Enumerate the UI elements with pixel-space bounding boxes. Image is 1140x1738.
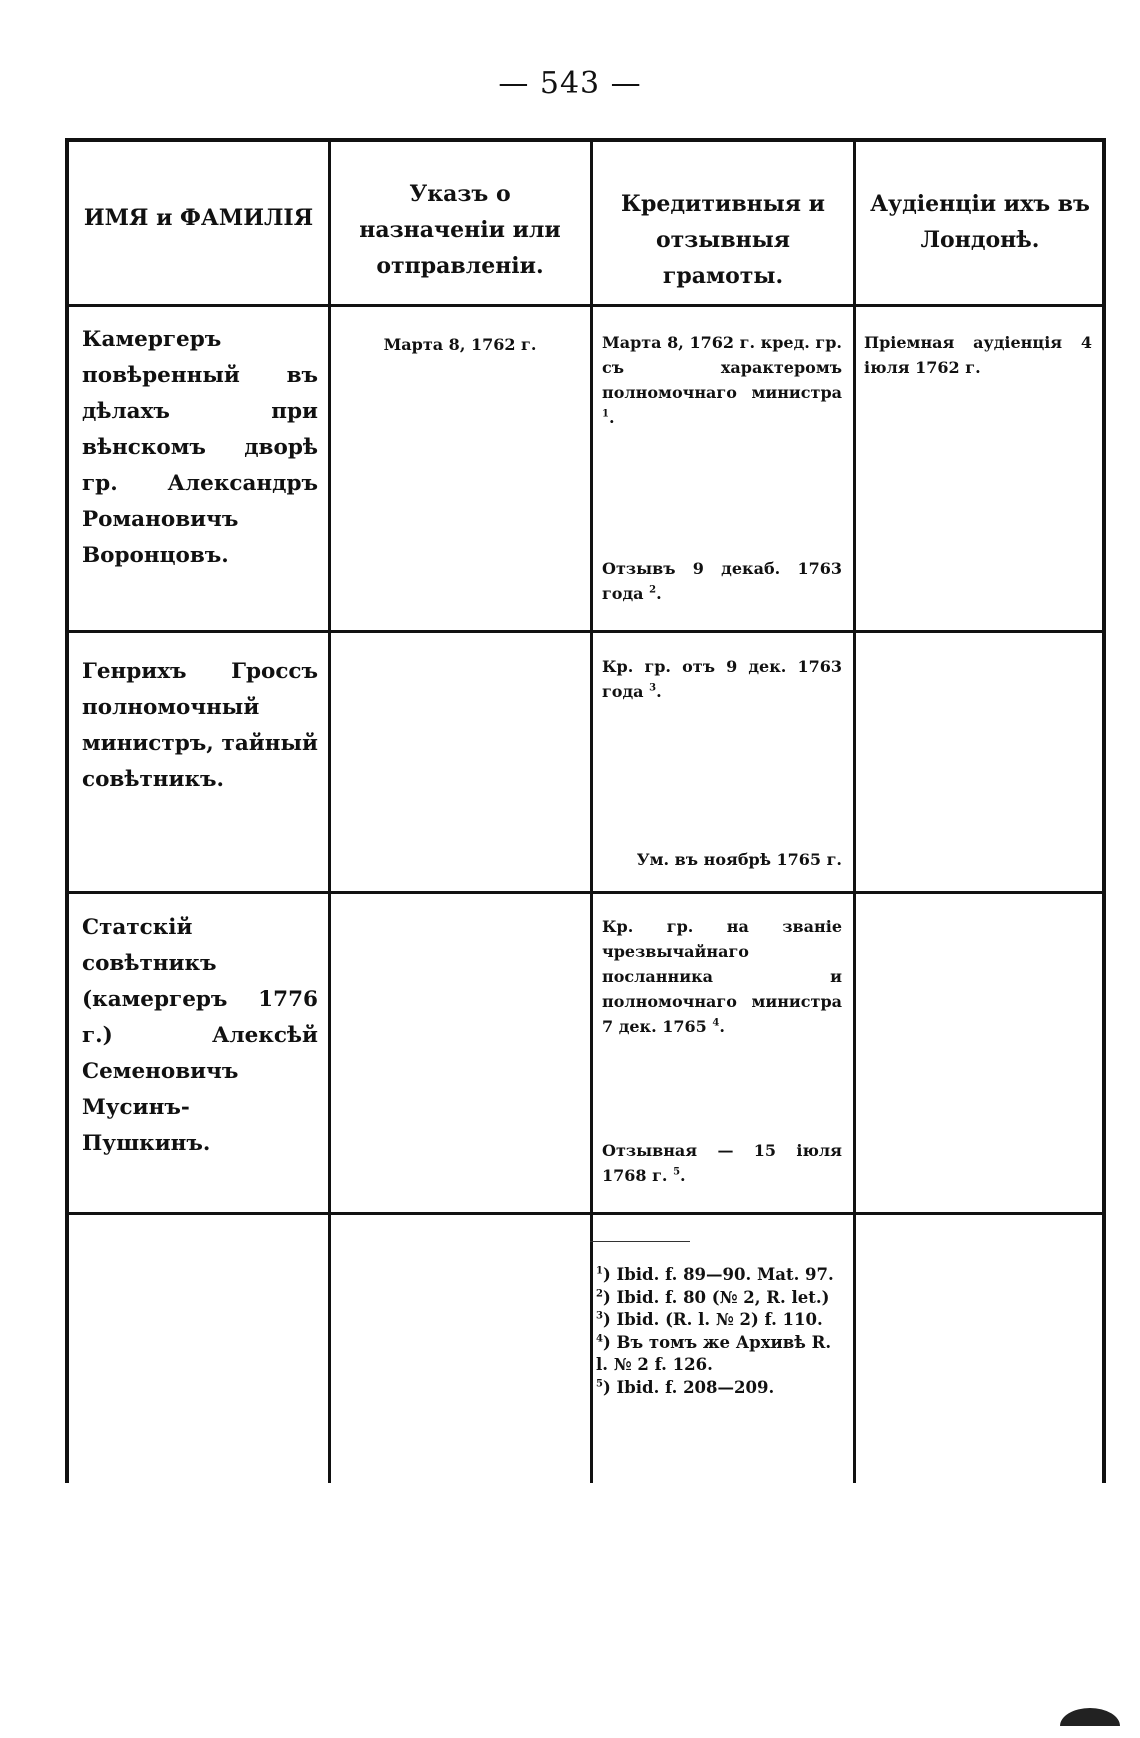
footnote: $^5$) Ibid. f. 208—209. <box>596 1377 775 1397</box>
footnote-text: Въ томъ же Архивѣ R. l. № 2 f. 126. <box>596 1332 832 1374</box>
row-3-credentials-note: 4 <box>712 1017 720 1029</box>
footnote: $^3$) Ibid. (R. l. № 2) f. 110. <box>596 1310 823 1329</box>
row-1-credentials: Марта 8, 1762 г. кред. гр. съ характеромъ полномочнаго министра $^1$. <box>602 333 842 427</box>
footnote-mark: 4 <box>596 1333 603 1344</box>
row-3-bottom-rule <box>65 1212 1106 1215</box>
footnote: $^2$) Ibid. f. 80 (№ 2, R. let.) <box>596 1287 830 1307</box>
footnote-text: Ibid. (R. l. № 2) f. 110. <box>616 1310 823 1329</box>
row-1-name: Камергеръ повѣренный въ дѣлахъ при вѣнскомъ дворѣ гр. Александръ Романовичъ Воронцовъ. <box>82 327 318 568</box>
row-3-name: Статскiй совѣтникъ (камергеръ 1776 г.) Алексѣй Семеновичъ Мусинъ-Пушкинъ. <box>82 915 318 1156</box>
row-1-recall-text: Отзывъ 9 декаб. 1763 года <box>602 559 842 603</box>
footnote-mark: 2 <box>596 1288 603 1299</box>
row-1-audience: Прiемная аудiенцiя 4 iюля 1762 г. <box>864 333 1092 377</box>
row-3-recall: Отзывная — 15 iюля 1768 г. $^5$. <box>602 1141 842 1185</box>
footnote-text: Ibid. f. 80 (№ 2, R. let.) <box>616 1287 830 1307</box>
table-divider-3 <box>853 138 856 1483</box>
page-end-ornament <box>1060 1708 1120 1726</box>
footnote: $^4$) Въ томъ же Архивѣ R. l. № 2 f. 126. <box>596 1332 832 1374</box>
footnotes <box>596 1264 842 1399</box>
header-credentials: Кредитивныя и отзывныя грамоты. <box>621 191 825 289</box>
footnote-text: Ibid. f. 208—209. <box>616 1377 775 1397</box>
footnote-mark: 5 <box>596 1378 603 1389</box>
header-audiences: Аудiенцiи ихъ въ Лондонѣ. <box>870 191 1090 253</box>
table-divider-1 <box>328 138 331 1483</box>
footnote-text: Ibid. f. 89—90. Mat. 97. <box>616 1265 834 1284</box>
footnote-separator <box>590 1241 690 1242</box>
table-right-rule <box>1102 138 1106 1483</box>
row-1-decree: Марта 8, 1762 г. <box>383 335 537 354</box>
row-1-recall: Отзывъ 9 декаб. 1763 года $^2$. <box>602 559 842 603</box>
row-2-credentials-text: Кр. гр. отъ 9 дек. 1763 года <box>602 657 842 701</box>
footnote-mark: 1 <box>596 1265 603 1277</box>
table-left-rule <box>65 138 69 1483</box>
row-3-credentials: Кр. гр. на званiе чрезвычайнаго посланника и полномочнаго министра 7 дек. 1765 $^4$. <box>602 917 842 1036</box>
row-2-credentials: Кр. гр. отъ 9 дек. 1763 года $^3$. <box>602 657 842 701</box>
page-number: — 543 — <box>498 66 642 101</box>
row-2-bottom-rule <box>65 891 1106 894</box>
header-bottom-rule <box>65 304 1106 307</box>
row-3-credentials-text: Кр. гр. на званiе чрезвычайнаго посланника и полномочнаго министра 7 дек. 1765 <box>602 917 842 1036</box>
row-2-name: Генрихъ Гроссъ полномочный министръ, тайный совѣтникъ. <box>82 659 318 792</box>
header-decree: Указъ о назначенiи или отправленiи. <box>359 181 561 279</box>
header-name: ИМЯ и ФАМИЛIЯ <box>83 205 314 231</box>
table-top-rule <box>65 138 1106 142</box>
footnote-mark: 3 <box>596 1310 603 1322</box>
row-1-credentials-note: 1 <box>602 408 609 420</box>
footnote: $^1$) Ibid. f. 89—90. Mat. 97. <box>596 1265 834 1284</box>
table-divider-2 <box>590 138 593 1483</box>
row-3-recall-text: Отзывная — 15 iюля 1768 г. <box>602 1141 842 1185</box>
row-1-credentials-text: Марта 8, 1762 г. кред. гр. съ характеромъ полномочнаго министра <box>602 333 842 402</box>
row-1-bottom-rule <box>65 630 1106 633</box>
row-1-recall-note: 2 <box>649 584 657 596</box>
row-2-recall: Ум. въ ноябрѣ 1765 г. <box>636 850 842 869</box>
row-2-credentials-note: 3 <box>649 682 657 694</box>
row-3-recall-note: 5 <box>673 1166 681 1178</box>
